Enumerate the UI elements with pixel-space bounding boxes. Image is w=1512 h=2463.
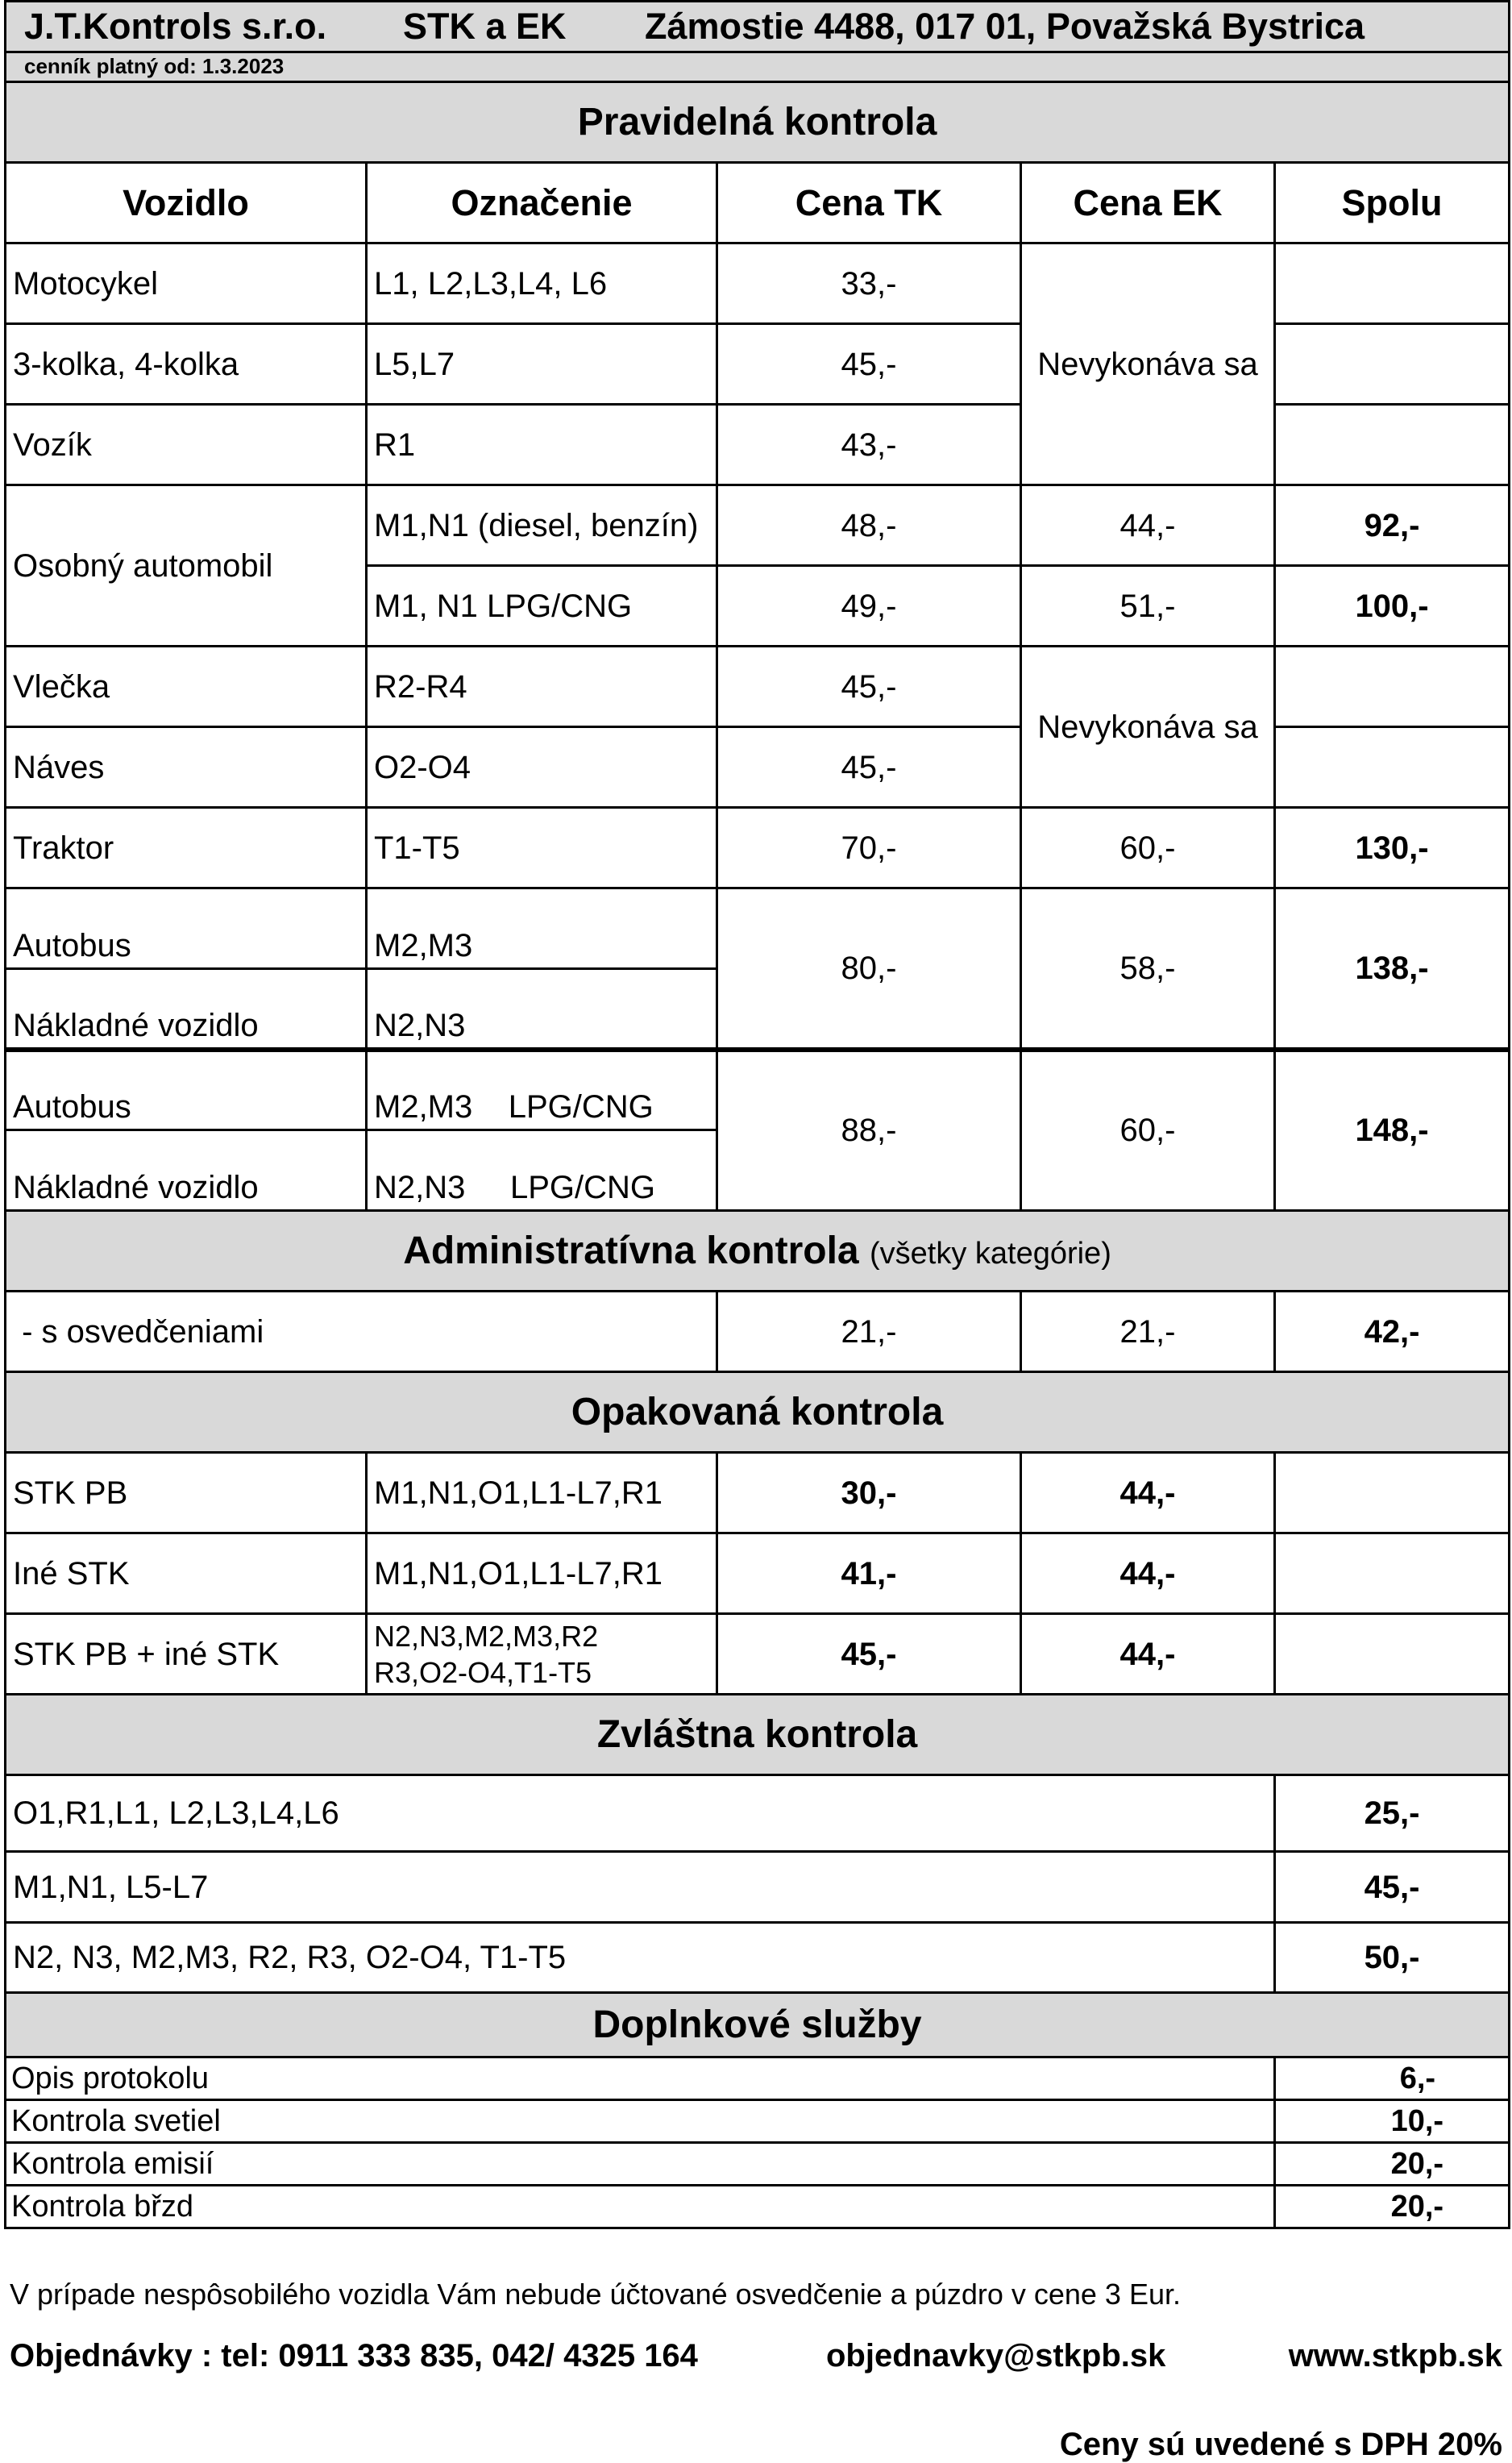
- price-ek-cell: 58,-: [1021, 888, 1275, 1050]
- price-tk-cell: 45,-: [717, 324, 1021, 405]
- designation-cell: N2,N3: [367, 969, 717, 1050]
- designation-cell: M1,N1,O1,L1-L7,R1: [367, 1453, 717, 1533]
- special-price-cell: 50,-: [1275, 1923, 1510, 1993]
- special-label-cell: N2, N3, M2,M3, R2, R3, O2-O4, T1-T5: [6, 1923, 1275, 1993]
- vehicle-cell: STK PB: [6, 1453, 367, 1533]
- special-label-cell: O1,R1,L1, L2,L3,L4,L6: [6, 1775, 1275, 1852]
- designation-cell: L1, L2,L3,L4, L6: [367, 243, 717, 324]
- price-ek-cell: 44,-: [1021, 485, 1275, 566]
- price-tk-cell: 48,-: [717, 485, 1021, 566]
- company-name: J.T.Kontrols s.r.o.: [24, 6, 327, 48]
- designation-cell: M2,M3 LPG/CNG: [367, 1050, 717, 1130]
- price-tk-cell: 41,-: [717, 1533, 1021, 1614]
- table-row: [6, 324, 1510, 405]
- vehicle-cell: Vozík: [6, 405, 367, 485]
- section-title-admin: [6, 1211, 1510, 1292]
- document-header: [6, 2, 1510, 52]
- not-performed-cell: Nevykonáva sa: [1021, 647, 1275, 808]
- designation-cell: T1-T5: [367, 808, 717, 888]
- service-name: STK a EK: [403, 6, 567, 48]
- section-title-special: Zvláštna kontrola: [6, 1695, 1510, 1775]
- extra-label-cell: Kontrola břzd: [6, 2186, 1275, 2228]
- special-label-cell: M1,N1, L5-L7: [6, 1852, 1275, 1923]
- price-tk-cell: 30,-: [717, 1453, 1021, 1533]
- table-row: [6, 1614, 1510, 1695]
- price-valid-date: cenník platný od: 1.3.2023: [6, 52, 1510, 82]
- extra-label-cell: Opis protokolu: [6, 2057, 1275, 2100]
- price-tk-cell: 45,-: [717, 1614, 1021, 1695]
- total-cell: 100,-: [1275, 566, 1510, 647]
- total-cell: 138,-: [1275, 888, 1510, 1050]
- column-header-price-tk: Cena TK: [717, 163, 1021, 243]
- vehicle-cell: Iné STK: [6, 1533, 367, 1614]
- designation-cell: O2-O4: [367, 727, 717, 808]
- table-row: [6, 1453, 1510, 1533]
- price-tk-cell: 49,-: [717, 566, 1021, 647]
- special-price-cell: 45,-: [1275, 1852, 1510, 1923]
- price-tk-cell: 33,-: [717, 243, 1021, 324]
- vehicle-cell: Nákladné vozidlo: [6, 969, 367, 1050]
- section-title-admin-text: Administratívna kontrola: [403, 1229, 859, 1272]
- table-row: [6, 1292, 1510, 1372]
- table-row: [6, 243, 1510, 324]
- price-ek-cell: 44,-: [1021, 1453, 1275, 1533]
- vehicle-cell: STK PB + iné STK: [6, 1614, 367, 1695]
- table-row: [6, 2100, 1510, 2143]
- vehicle-cell: Náves: [6, 727, 367, 808]
- column-header-total: Spolu: [1275, 163, 1510, 243]
- table-row: [6, 1923, 1510, 1993]
- orders-email: objednavky@stkpb.sk: [826, 2338, 1166, 2374]
- table-row: [6, 1533, 1510, 1614]
- table-row: [6, 405, 1510, 485]
- table-row: [6, 1775, 1510, 1852]
- price-table: [4, 0, 1510, 2229]
- extra-label-cell: Kontrola svetiel: [6, 2100, 1275, 2143]
- vat-note: Ceny sú uvedené s DPH 20%: [1059, 2427, 1502, 2462]
- price-tk-cell: 21,-: [717, 1292, 1021, 1372]
- total-cell: [1275, 1453, 1510, 1533]
- price-list-document: [4, 0, 1508, 2229]
- special-price-cell: 25,-: [1275, 1775, 1510, 1852]
- price-tk-cell: 45,-: [717, 647, 1021, 727]
- designation-cell: M1,N1,O1,L1-L7,R1: [367, 1533, 717, 1614]
- table-row: [6, 888, 1510, 969]
- table-row: [6, 2186, 1510, 2228]
- designation-cell: R2-R4: [367, 647, 717, 727]
- designation-line: N2,N3,M2,M3,R2: [374, 1619, 599, 1653]
- designation-cell: M2,M3: [367, 888, 717, 969]
- column-header-vehicle: Vozidlo: [6, 163, 367, 243]
- price-ek-cell: 44,-: [1021, 1614, 1275, 1695]
- extra-price-cell: 6,-: [1275, 2057, 1510, 2100]
- total-cell: [1275, 727, 1510, 808]
- table-row: [6, 808, 1510, 888]
- total-cell: [1275, 647, 1510, 727]
- vehicle-cell: Osobný automobil: [6, 485, 367, 647]
- total-cell: 148,-: [1275, 1050, 1510, 1211]
- column-header-designation: Označenie: [367, 163, 717, 243]
- vehicle-cell: Autobus: [6, 1050, 367, 1130]
- price-tk-cell: 88,-: [717, 1050, 1021, 1211]
- column-header-price-ek: Cena EK: [1021, 163, 1275, 243]
- designation-cell: M1, N1 LPG/CNG: [367, 566, 717, 647]
- price-ek-cell: 21,-: [1021, 1292, 1275, 1372]
- extra-label-cell: Kontrola emisií: [6, 2143, 1275, 2186]
- vehicle-cell: Motocykel: [6, 243, 367, 324]
- total-cell: [1275, 405, 1510, 485]
- price-tk-cell: 45,-: [717, 727, 1021, 808]
- price-tk-cell: 70,-: [717, 808, 1021, 888]
- price-tk-cell: 80,-: [717, 888, 1021, 1050]
- website: www.stkpb.sk: [1288, 2338, 1502, 2374]
- section-title-admin-note: (všetky kategórie): [869, 1236, 1111, 1271]
- table-row: [6, 727, 1510, 808]
- vehicle-cell: Traktor: [6, 808, 367, 888]
- company-address: Zámostie 4488, 017 01, Považská Bystrica: [645, 6, 1365, 48]
- not-performed-cell: Nevykonáva sa: [1021, 243, 1275, 485]
- total-cell: [1275, 324, 1510, 405]
- total-cell: 130,-: [1275, 808, 1510, 888]
- section-title-extra: Doplnkové služby: [6, 1993, 1510, 2057]
- extra-price-cell: 10,-: [1275, 2100, 1510, 2143]
- designation-cell: [367, 1614, 717, 1695]
- designation-cell: N2,N3 LPG/CNG: [367, 1130, 717, 1211]
- table-row: [6, 485, 1510, 566]
- table-row: [6, 1852, 1510, 1923]
- vehicle-cell: Vlečka: [6, 647, 367, 727]
- price-tk-cell: 43,-: [717, 405, 1021, 485]
- orders-phone: Objednávky : tel: 0911 333 835, 042/ 4325 164: [10, 2338, 698, 2374]
- vehicle-cell: Nákladné vozidlo: [6, 1130, 367, 1211]
- vehicle-cell: 3-kolka, 4-kolka: [6, 324, 367, 405]
- total-cell: [1275, 243, 1510, 324]
- extra-price-cell: 20,-: [1275, 2186, 1510, 2228]
- table-row: [6, 1050, 1510, 1130]
- designation-cell: L5,L7: [367, 324, 717, 405]
- price-ek-cell: 60,-: [1021, 1050, 1275, 1211]
- designation-cell: R1: [367, 405, 717, 485]
- price-ek-cell: 60,-: [1021, 808, 1275, 888]
- total-cell: [1275, 1614, 1510, 1695]
- designation-line: R3,O2-O4,T1-T5: [374, 1655, 592, 1689]
- vehicle-cell: Autobus: [6, 888, 367, 969]
- section-title-repeat: Opakovaná kontrola: [6, 1372, 1510, 1453]
- footer-note: V prípade nespôsobilého vozidla Vám nebude účtované osvedčenie a púzdro v cene 3 Eur.: [10, 2278, 1181, 2311]
- price-ek-cell: 44,-: [1021, 1533, 1275, 1614]
- table-row: [6, 647, 1510, 727]
- admin-label-cell: - s osvedčeniami: [6, 1292, 717, 1372]
- total-cell: 92,-: [1275, 485, 1510, 566]
- section-title-regular: Pravidelná kontrola: [6, 82, 1510, 163]
- designation-cell: M1,N1 (diesel, benzín): [367, 485, 717, 566]
- extra-price-cell: 20,-: [1275, 2143, 1510, 2186]
- total-cell: 42,-: [1275, 1292, 1510, 1372]
- price-ek-cell: 51,-: [1021, 566, 1275, 647]
- table-row: [6, 2057, 1510, 2100]
- total-cell: [1275, 1533, 1510, 1614]
- table-row: [6, 2143, 1510, 2186]
